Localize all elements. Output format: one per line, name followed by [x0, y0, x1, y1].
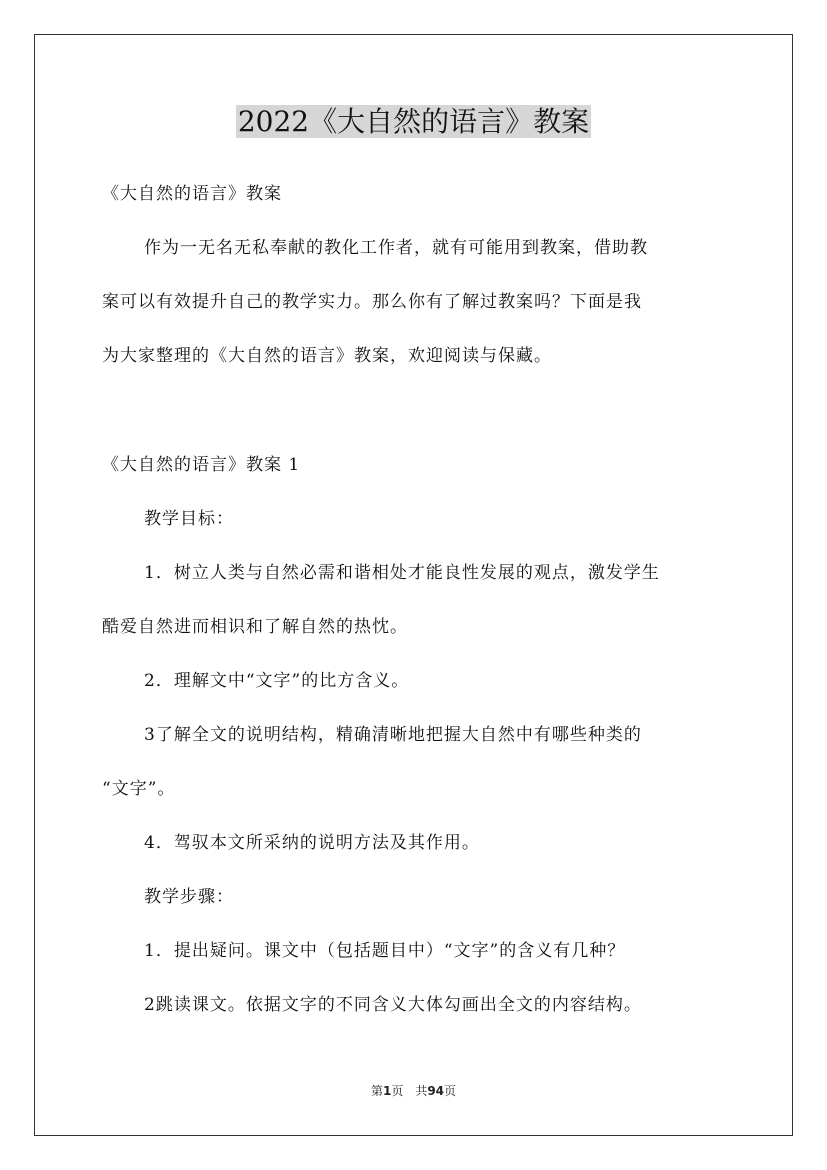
paragraph-line: “文字”。 — [102, 779, 176, 799]
footer-mid: 页 共 — [391, 1084, 428, 1098]
paragraph-line: 1．树立人类与自然必需和谐相处才能良性发展的观点，激发学生 — [144, 563, 660, 583]
section-heading: 《大自然的语言》教案 1 — [102, 455, 301, 475]
paragraph-line: 酷爱自然进而相识和了解自然的热忱。 — [102, 617, 408, 637]
footer-page-number: 1 — [382, 1084, 392, 1098]
paragraph-line: 2．理解文中“文字”的比方含义。 — [144, 671, 410, 691]
paragraph-line: 3了解全文的说明结构，精确清晰地把握大自然中有哪些种类的 — [144, 725, 642, 745]
intro-heading: 《大自然的语言》教案 — [102, 184, 282, 204]
paragraph-line: 为大家整理的《大自然的语言》教案，欢迎阅读与保藏。 — [102, 346, 552, 366]
paragraph-line: 作为一无名无私奉献的教化工作者，就有可能用到教案，借助教 — [144, 238, 648, 258]
paragraph-line: 4．驾驭本文所采纳的说明方法及其作用。 — [144, 833, 480, 853]
subheading-teaching-steps: 教学步骤： — [144, 887, 234, 907]
paragraph-line: 案可以有效提升自己的教学实力。那么你有了解过教案吗？下面是我 — [102, 292, 642, 312]
document-title-text: 2022《大自然的语言》教案 — [237, 105, 590, 138]
footer-prefix: 第 — [370, 1084, 383, 1098]
paragraph-line: 1．提出疑问。课文中（包括题目中）“文字”的含义有几种？ — [144, 941, 626, 961]
document-title — [0, 100, 827, 144]
footer-page-total: 94 — [427, 1084, 445, 1098]
footer-suffix: 页 — [444, 1084, 457, 1098]
paragraph-line: 2跳读课文。依据文字的不同含义大体勾画出全文的内容结构。 — [144, 995, 642, 1015]
subheading-teaching-goals: 教学目标： — [144, 509, 234, 529]
page-footer — [0, 1083, 827, 1099]
